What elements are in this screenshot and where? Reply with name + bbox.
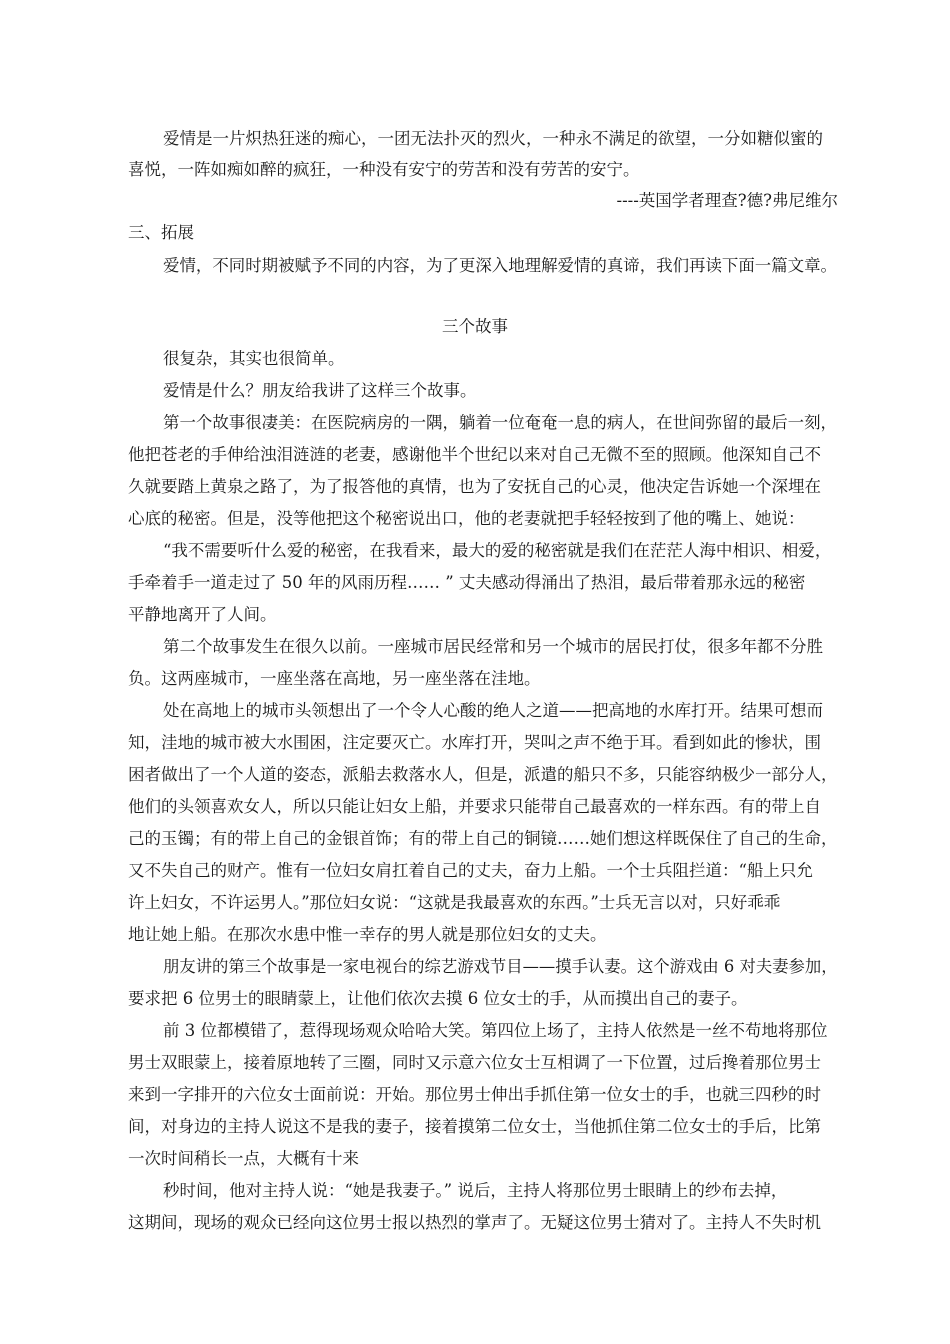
article-line: “我不需要听什么爱的秘密，在我看来，最大的爱的秘密就是我们在茫茫人海中相识、相爱， — [163, 541, 832, 560]
article-line: 秒时间，他对主持人说：“她是我妻子。” 说后，主持人将那位男士眼睛上的纱布去掉， — [163, 1181, 788, 1200]
article-line: 爱情是什么？朋友给我讲了这样三个故事。 — [163, 381, 477, 400]
article-line: 第一个故事很凄美：在医院病房的一隅，躺着一位奄奄一息的病人，在世间弥留的最后一刻， — [163, 413, 837, 432]
article-line: 这期间，现场的观众已经向这位男士报以热烈的掌声了。无疑这位男士猜对了。主持人不失时机 — [128, 1213, 821, 1232]
article-line: 处在高地上的城市头领想出了一个令人心酸的绝人之道——把高地的水库打开。结果可想而 — [163, 701, 823, 720]
article-line: 要求把 6 位男士的眼睛蒙上，让他们依次去摸 6 位女士的手，从而摸出自己的妻子。 — [128, 989, 748, 1008]
article-line: 己的玉镯；有的带上自己的金银首饰；有的带上自己的铜镜……她们想这样既保住了自己的生命， — [128, 829, 838, 848]
article-line: 他把苍老的手伸给浊泪涟涟的老妻，感谢他半个世纪以来对自己无微不至的照顾。他深知自己不 — [128, 445, 821, 464]
quote-line-1: 爱情是一片炽热狂迷的痴心，一团无法扑灭的烈火，一种永不满足的欲望，一分如糖似蜜的 — [163, 129, 823, 148]
article-line: 一次时间稍长一点，大概有十来 — [128, 1149, 359, 1168]
article-title: 三个故事 — [442, 317, 508, 336]
article-line: 男士双眼蒙上，接着原地转了三圈，同时又示意六位女士互相调了一下位置，过后搀着那位男士 — [128, 1053, 821, 1072]
quote-attribution: ----英国学者理查?德?弗尼维尔 — [616, 191, 838, 210]
article-line: 来到一字排开的六位女士面前说：开始。那位男士伸出手抓住第一位女士的手，也就三四秒的时 — [128, 1085, 821, 1104]
section-heading: 三、拓展 — [128, 223, 194, 242]
article-line: 困者做出了一个人道的姿态，派船去救落水人，但是，派遣的船只不多，只能容纳极少一部分人， — [128, 765, 838, 784]
article-line: 又不失自己的财产。惟有一位妇女肩扛着自己的丈夫，奋力上船。一个士兵阻拦道：“船上只允 — [128, 861, 813, 880]
article-line: 地让她上船。在那次水患中惟一幸存的男人就是那位妇女的丈夫。 — [128, 925, 607, 944]
article-line: 负。这两座城市，一座坐落在高地，另一座坐落在洼地。 — [128, 669, 541, 688]
article-line: 知，洼地的城市被大水围困，注定要灭亡。水库打开，哭叫之声不绝于耳。看到如此的惨状，围 — [128, 733, 821, 752]
article-line: 他们的头领喜欢女人，所以只能让妇女上船，并要求只能带自己最喜欢的一样东西。有的带上自 — [128, 797, 821, 816]
article-line: 第二个故事发生在很久以前。一座城市居民经常和另一个城市的居民打仗，很多年都不分胜 — [163, 637, 823, 656]
article-line: 间，对身边的主持人说这不是我的妻子，接着摸第二位女士，当他抓住第二位女士的手后，比第 — [128, 1117, 821, 1136]
article-line: 平静地离开了人间。 — [128, 605, 277, 624]
article-line: 很复杂，其实也很简单。 — [163, 349, 345, 368]
article-line: 朋友讲的第三个故事是一家电视台的综艺游戏节目——摸手认妻。这个游戏由 6 对夫妻参加， — [163, 957, 838, 976]
article-line: 前 3 位都模错了，惹得现场观众哈哈大笑。第四位上场了，主持人依然是一丝不苟地将那位 — [163, 1021, 828, 1040]
section-intro: 爱情，不同时期被赋予不同的内容，为了更深入地理解爱情的真谛，我们再读下面一篇文章。 — [163, 256, 837, 275]
article-line: 久就要踏上黄泉之路了，为了报答他的真情，也为了安抚自己的心灵，他决定告诉她一个深埋在 — [128, 477, 821, 496]
article-line: 手牵着手一道走过了 50 年的风雨历程…… ” 丈夫感动得涌出了热泪，最后带着那永远的秘密 — [128, 573, 806, 592]
article-line: 心底的秘密。但是，没等他把这个秘密说出口，他的老妻就把手轻轻按到了他的嘴上、她说： — [128, 509, 805, 528]
article-line: 许上妇女，不许运男人。”那位妇女说：“这就是我最喜欢的东西。”士兵无言以对，只好乖乖 — [128, 893, 781, 912]
quote-line-2: 喜悦，一阵如痴如醉的疯狂，一种没有安宁的劳苦和没有劳苦的安宁。 — [128, 160, 640, 179]
